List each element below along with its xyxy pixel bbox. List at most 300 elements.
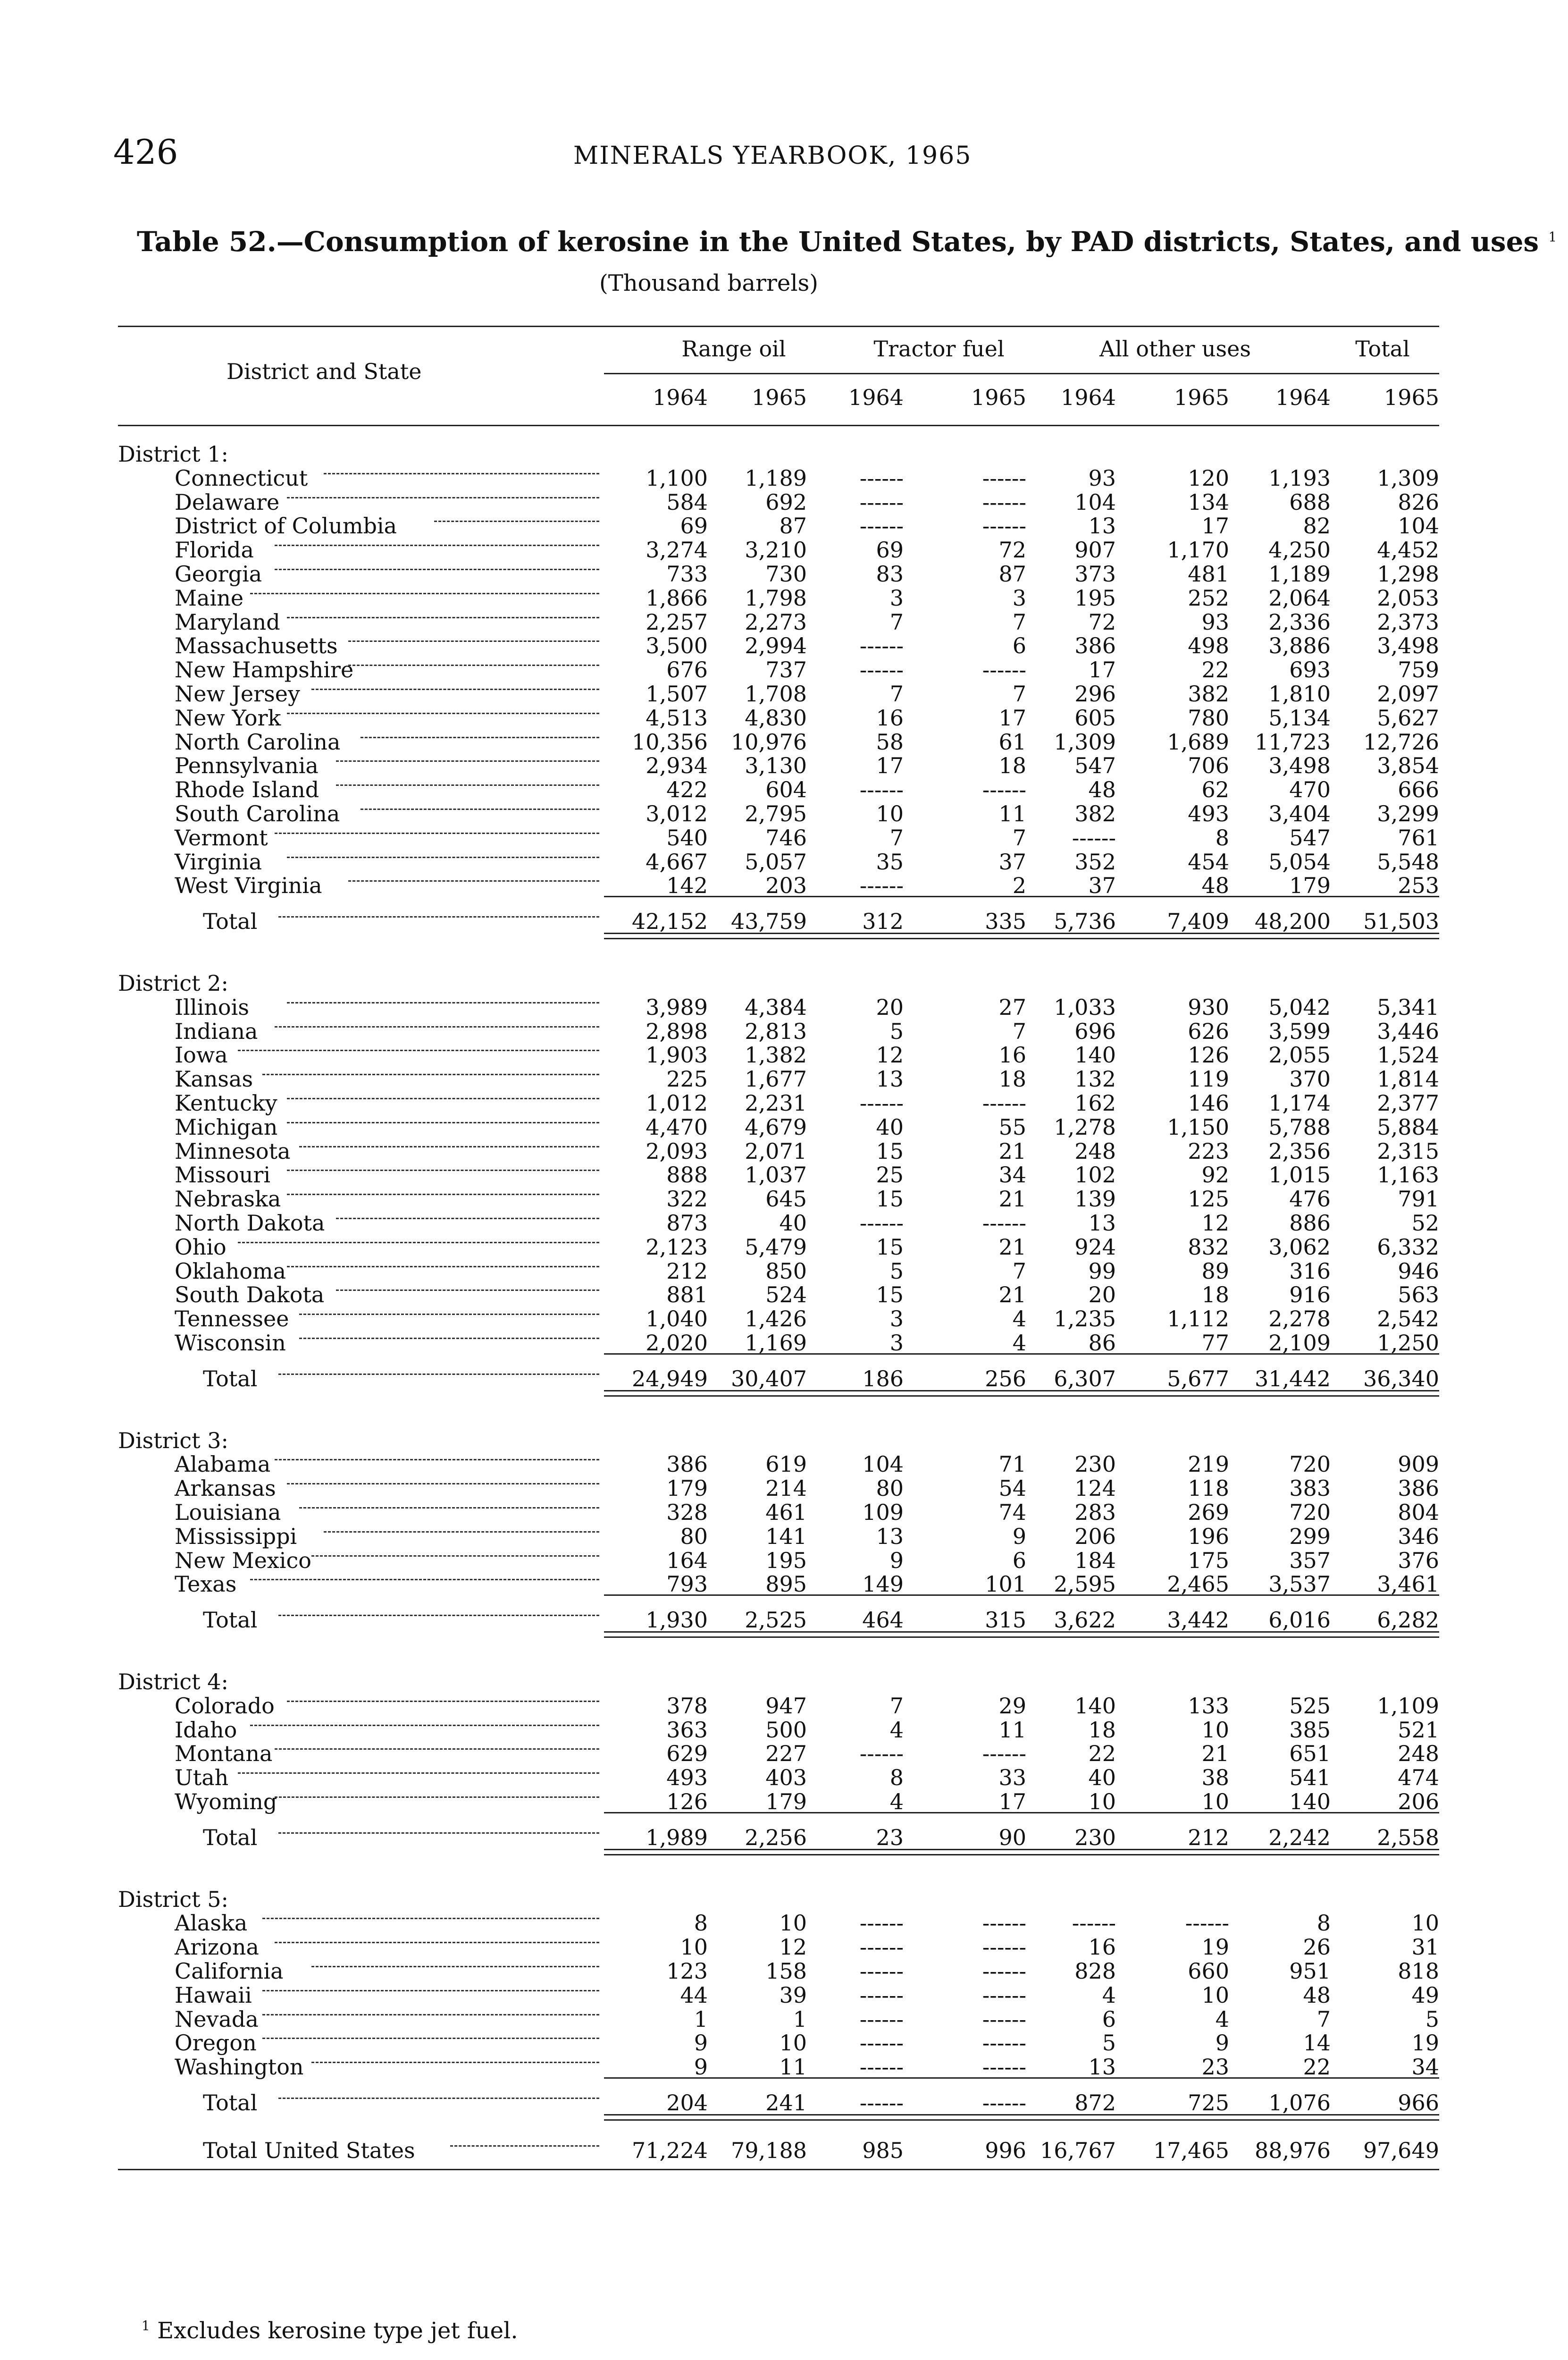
- value-cell: 4: [1102, 1982, 1116, 2008]
- value-cell: 37: [1088, 873, 1116, 899]
- value-cell: 720: [1289, 1451, 1331, 1477]
- value-cell: 14: [1303, 2030, 1331, 2056]
- total-label: Total United States: [203, 2137, 415, 2163]
- value-cell: 2: [1012, 873, 1026, 899]
- value-cell: 87: [779, 513, 807, 539]
- table-title-text: Table 52.—Consumption of kerosine in the United States, by PAD districts, States, and uses: [137, 226, 1539, 258]
- state-name: South Carolina: [175, 801, 340, 826]
- value-cell: 132: [1074, 1066, 1116, 1092]
- value-cell: 547: [1074, 753, 1116, 779]
- value-cell: 521: [1398, 1717, 1439, 1743]
- leader-dashes: [299, 1503, 599, 1509]
- value-cell: 5,788: [1268, 1114, 1331, 1140]
- state-name: New Jersey: [175, 681, 300, 707]
- value-cell: 5: [1102, 2030, 1116, 2056]
- value-cell: 18: [998, 1066, 1026, 1092]
- value-cell: 1,193: [1268, 465, 1331, 491]
- value-cell: 3: [889, 1330, 904, 1356]
- value-cell: 1,163: [1377, 1162, 1439, 1188]
- state-name: Florida: [175, 537, 254, 563]
- value-cell: 77: [1201, 1330, 1229, 1356]
- value-cell: 7,409: [1167, 909, 1229, 935]
- leader-dashes: [450, 2141, 599, 2147]
- value-cell: ------: [982, 1934, 1026, 1960]
- value-cell: ------: [982, 2030, 1026, 2056]
- value-cell: 164: [666, 1547, 708, 1573]
- state-name: Wyoming: [175, 1789, 277, 1814]
- value-cell: 660: [1188, 1958, 1229, 1984]
- value-cell: 476: [1289, 1186, 1331, 1212]
- value-cell: 4: [1215, 2006, 1229, 2032]
- value-cell: ------: [859, 2030, 904, 2056]
- value-cell: ------: [859, 2090, 904, 2116]
- value-cell: 4,513: [646, 705, 708, 731]
- value-cell: 17: [1088, 657, 1116, 683]
- value-cell: 19: [1411, 2030, 1439, 2056]
- value-cell: 39: [779, 1982, 807, 2008]
- value-cell: 15: [876, 1282, 904, 1308]
- value-cell: 604: [765, 777, 807, 803]
- value-cell: 186: [862, 1365, 904, 1391]
- page-number: 426: [113, 132, 178, 172]
- value-cell: 48: [1088, 777, 1116, 803]
- value-cell: 17,465: [1153, 2137, 1229, 2163]
- value-cell: 7: [1316, 2006, 1331, 2032]
- state-name: Texas: [175, 1571, 237, 1597]
- value-cell: 470: [1289, 777, 1331, 803]
- value-cell: 951: [1289, 1958, 1331, 1984]
- value-cell: ------: [859, 777, 904, 803]
- header-group: Total: [1355, 336, 1410, 362]
- value-cell: 90: [998, 1824, 1026, 1850]
- value-cell: 373: [1074, 561, 1116, 587]
- total-label: Total: [203, 1365, 258, 1391]
- value-cell: 9: [694, 2030, 708, 2056]
- value-cell: 225: [666, 1066, 708, 1092]
- value-cell: 48,200: [1255, 909, 1331, 935]
- value-cell: 37: [998, 849, 1026, 875]
- value-cell: 335: [985, 909, 1026, 935]
- value-cell: 13: [1088, 513, 1116, 539]
- leader-dashes: [287, 1479, 599, 1484]
- total-double-rule: [604, 1631, 1439, 1638]
- value-cell: 746: [765, 825, 807, 851]
- value-cell: 3,500: [646, 633, 708, 659]
- value-cell: 104: [1074, 489, 1116, 515]
- state-name: Indiana: [175, 1018, 258, 1044]
- leader-dashes: [287, 998, 599, 1003]
- value-cell: 626: [1188, 1018, 1229, 1044]
- value-cell: 36,340: [1363, 1365, 1439, 1391]
- leader-dashes: [262, 1070, 599, 1075]
- value-cell: 126: [666, 1789, 708, 1814]
- leader-dashes: [287, 1190, 599, 1195]
- value-cell: 13: [876, 1066, 904, 1092]
- total-label: Total: [203, 2090, 258, 2116]
- value-cell: 2,934: [646, 753, 708, 779]
- value-cell: 72: [1088, 609, 1116, 635]
- value-cell: ------: [982, 2090, 1026, 2116]
- value-cell: ------: [859, 633, 904, 659]
- value-cell: 4,384: [745, 994, 807, 1020]
- value-cell: 9: [1215, 2030, 1229, 2056]
- leader-dashes: [250, 589, 599, 594]
- running-head: MINERALS YEARBOOK, 1965: [573, 142, 972, 170]
- value-cell: 3,012: [646, 801, 708, 826]
- value-cell: 2,813: [745, 1018, 807, 1044]
- value-cell: 832: [1188, 1234, 1229, 1260]
- value-cell: 80: [876, 1475, 904, 1501]
- leader-dashes: [336, 1214, 599, 1219]
- value-cell: 42,152: [632, 909, 708, 935]
- value-cell: 2,097: [1377, 681, 1439, 707]
- leader-dashes: [262, 2010, 599, 2015]
- value-cell: 2,558: [1377, 1824, 1439, 1850]
- value-cell: 3,599: [1268, 1018, 1331, 1044]
- value-cell: 20: [876, 994, 904, 1020]
- value-cell: 97,649: [1363, 2137, 1439, 2163]
- value-cell: 24,949: [632, 1365, 708, 1391]
- value-cell: 3,989: [646, 994, 708, 1020]
- value-cell: 907: [1074, 537, 1116, 563]
- value-cell: 873: [666, 1210, 708, 1236]
- value-cell: 10: [779, 1910, 807, 1936]
- value-cell: 5: [1425, 2006, 1439, 2032]
- leader-dashes: [262, 1914, 599, 1919]
- value-cell: 120: [1188, 465, 1229, 491]
- value-cell: 8: [889, 1765, 904, 1791]
- value-cell: ------: [859, 1090, 904, 1116]
- leader-dashes: [336, 781, 599, 786]
- value-cell: 11: [779, 2054, 807, 2080]
- value-cell: 4: [1012, 1306, 1026, 1332]
- value-cell: 818: [1398, 1958, 1439, 1984]
- value-cell: 386: [1398, 1475, 1439, 1501]
- value-cell: 7: [1012, 825, 1026, 851]
- value-cell: 175: [1188, 1547, 1229, 1573]
- value-cell: 21: [1201, 1741, 1229, 1767]
- leader-dashes: [275, 1793, 599, 1798]
- value-cell: 5,479: [745, 1234, 807, 1260]
- value-cell: 5,134: [1268, 705, 1331, 731]
- leader-dashes: [278, 1829, 599, 1834]
- value-cell: 140: [1074, 1042, 1116, 1068]
- leader-dashes: [262, 2034, 599, 2039]
- leader-dashes: [275, 1455, 599, 1460]
- value-cell: 1,189: [1268, 561, 1331, 587]
- value-cell: 3,854: [1377, 753, 1439, 779]
- value-cell: 11: [998, 801, 1026, 826]
- value-cell: 124: [1074, 1475, 1116, 1501]
- value-cell: 3,446: [1377, 1018, 1439, 1044]
- value-cell: 15: [876, 1138, 904, 1164]
- value-cell: 881: [666, 1282, 708, 1308]
- value-cell: 206: [1074, 1523, 1116, 1549]
- table-bottom-rule: [118, 2169, 1439, 2170]
- value-cell: 996: [985, 2137, 1026, 2163]
- total-label: Total: [203, 1824, 258, 1850]
- value-cell: 86: [1088, 1330, 1116, 1356]
- value-cell: 3,274: [646, 537, 708, 563]
- value-cell: 651: [1289, 1741, 1331, 1767]
- state-name: Massachusetts: [175, 633, 338, 659]
- value-cell: 11: [998, 1717, 1026, 1743]
- leader-dashes: [287, 1094, 599, 1099]
- header-year: 1965: [751, 385, 807, 410]
- value-cell: 2,525: [745, 1607, 807, 1633]
- leader-dashes: [287, 1262, 599, 1267]
- value-cell: 69: [876, 537, 904, 563]
- header-top-rule: [118, 326, 1439, 327]
- district-heading: District 5:: [118, 1886, 229, 1912]
- value-cell: 5,677: [1167, 1365, 1229, 1391]
- header-year: 1965: [971, 385, 1026, 410]
- value-cell: 346: [1398, 1523, 1439, 1549]
- value-cell: 791: [1398, 1186, 1439, 1212]
- leader-dashes: [287, 493, 599, 498]
- value-cell: 79,188: [731, 2137, 807, 2163]
- kerosine-table: [118, 326, 1439, 2289]
- value-cell: 693: [1289, 657, 1331, 683]
- value-cell: ------: [1072, 825, 1116, 851]
- state-name: Maine: [175, 585, 244, 611]
- value-cell: 230: [1074, 1824, 1116, 1850]
- leader-dashes: [275, 1022, 599, 1028]
- value-cell: 21: [998, 1138, 1026, 1164]
- header-group: Range oil: [681, 336, 786, 362]
- value-cell: 474: [1398, 1765, 1439, 1791]
- value-cell: 403: [765, 1765, 807, 1791]
- value-cell: 780: [1188, 705, 1229, 731]
- value-cell: ------: [859, 1958, 904, 1984]
- value-cell: 18: [998, 753, 1026, 779]
- leader-dashes: [278, 1370, 599, 1375]
- state-name: Iowa: [175, 1042, 228, 1068]
- value-cell: 104: [862, 1451, 904, 1477]
- value-cell: 21: [998, 1234, 1026, 1260]
- value-cell: 296: [1074, 681, 1116, 707]
- value-cell: 62: [1201, 777, 1229, 803]
- value-cell: 142: [666, 873, 708, 899]
- state-name: North Carolina: [175, 729, 341, 755]
- leader-dashes: [287, 853, 599, 858]
- value-cell: 140: [1074, 1693, 1116, 1719]
- value-cell: 2,315: [1377, 1138, 1439, 1164]
- value-cell: 540: [666, 825, 708, 851]
- value-cell: 2,542: [1377, 1306, 1439, 1332]
- state-name: Missouri: [175, 1162, 271, 1188]
- value-cell: 1,708: [745, 681, 807, 707]
- district-heading: District 4:: [118, 1669, 229, 1694]
- value-cell: 916: [1289, 1282, 1331, 1308]
- value-cell: ------: [1185, 1910, 1229, 1936]
- value-cell: 3,498: [1377, 633, 1439, 659]
- value-cell: 1,677: [745, 1066, 807, 1092]
- value-cell: 230: [1074, 1451, 1116, 1477]
- leader-dashes: [250, 1575, 599, 1580]
- value-cell: 3: [889, 585, 904, 611]
- leader-dashes: [287, 1166, 599, 1171]
- value-cell: 2,055: [1268, 1042, 1331, 1068]
- value-cell: 5,884: [1377, 1114, 1439, 1140]
- value-cell: 2,373: [1377, 609, 1439, 635]
- value-cell: 1,235: [1054, 1306, 1116, 1332]
- state-name: Montana: [175, 1741, 273, 1767]
- value-cell: 29: [998, 1693, 1026, 1719]
- value-cell: 10: [1201, 1789, 1229, 1814]
- value-cell: 1,012: [646, 1090, 708, 1116]
- value-cell: 3: [889, 1306, 904, 1332]
- state-name: Maryland: [175, 609, 280, 635]
- value-cell: 2,377: [1377, 1090, 1439, 1116]
- state-name: Ohio: [175, 1234, 226, 1260]
- leader-dashes: [324, 469, 599, 474]
- value-cell: 82: [1303, 513, 1331, 539]
- state-name: Louisiana: [175, 1500, 281, 1525]
- leader-dashes: [287, 1118, 599, 1123]
- value-cell: 48: [1303, 1982, 1331, 2008]
- value-cell: 316: [1289, 1258, 1331, 1284]
- value-cell: ------: [859, 1910, 904, 1936]
- leader-dashes: [278, 1611, 599, 1616]
- value-cell: 493: [666, 1765, 708, 1791]
- state-name: New Mexico: [175, 1547, 311, 1573]
- value-cell: 19: [1201, 1934, 1229, 1960]
- value-cell: ------: [982, 489, 1026, 515]
- value-cell: 5,736: [1054, 909, 1116, 935]
- value-cell: 804: [1398, 1500, 1439, 1525]
- value-cell: 13: [1088, 2054, 1116, 2080]
- value-cell: 6: [1012, 633, 1026, 659]
- value-cell: 101: [985, 1571, 1026, 1597]
- value-cell: 2,231: [745, 1090, 807, 1116]
- value-cell: 22: [1088, 1741, 1116, 1767]
- value-cell: 888: [666, 1162, 708, 1188]
- value-cell: 1,100: [646, 465, 708, 491]
- value-cell: 104: [1398, 513, 1439, 539]
- value-cell: 1,033: [1054, 994, 1116, 1020]
- value-cell: 40: [1088, 1765, 1116, 1791]
- value-cell: ------: [859, 465, 904, 491]
- value-cell: 141: [765, 1523, 807, 1549]
- header-group: Tractor fuel: [873, 336, 1005, 362]
- state-name: Pennsylvania: [175, 753, 319, 779]
- value-cell: 92: [1201, 1162, 1229, 1188]
- value-cell: 422: [666, 777, 708, 803]
- value-cell: 5,054: [1268, 849, 1331, 875]
- value-cell: 5,548: [1377, 849, 1439, 875]
- value-cell: 5,627: [1377, 705, 1439, 731]
- value-cell: 6,016: [1268, 1607, 1331, 1633]
- state-name: Connecticut: [175, 465, 308, 491]
- value-cell: 924: [1074, 1234, 1116, 1260]
- district-heading: District 1:: [118, 441, 229, 467]
- value-cell: 4,452: [1377, 537, 1439, 563]
- value-cell: 139: [1074, 1186, 1116, 1212]
- value-cell: 12: [1201, 1210, 1229, 1236]
- state-name: Utah: [175, 1765, 229, 1791]
- state-name: Nevada: [175, 2006, 259, 2032]
- leader-dashes: [348, 877, 599, 882]
- value-cell: 203: [765, 873, 807, 899]
- state-name: North Dakota: [175, 1210, 325, 1236]
- value-cell: 9: [694, 2054, 708, 2080]
- value-cell: 2,595: [1054, 1571, 1116, 1597]
- value-cell: 10: [779, 2030, 807, 2056]
- value-cell: 3,210: [745, 537, 807, 563]
- value-cell: 2,256: [745, 1824, 807, 1850]
- value-cell: 13: [1088, 1210, 1116, 1236]
- value-cell: 34: [998, 1162, 1026, 1188]
- value-cell: 1,150: [1167, 1114, 1229, 1140]
- state-name: Tennessee: [175, 1306, 289, 1332]
- value-cell: 10: [680, 1934, 708, 1960]
- value-cell: 666: [1398, 777, 1439, 803]
- value-cell: 1,037: [745, 1162, 807, 1188]
- header-year: 1964: [1060, 385, 1116, 410]
- value-cell: 2,898: [646, 1018, 708, 1044]
- value-cell: 212: [666, 1258, 708, 1284]
- value-cell: 4,250: [1268, 537, 1331, 563]
- value-cell: 10: [1411, 1910, 1439, 1936]
- value-cell: 11,723: [1255, 729, 1331, 755]
- leader-dashes: [287, 613, 599, 618]
- leader-dashes: [311, 685, 599, 690]
- title-footnote-mark: 1: [1548, 229, 1557, 245]
- leader-dashes: [262, 1986, 599, 1991]
- state-name: Georgia: [175, 561, 262, 587]
- value-cell: 328: [666, 1500, 708, 1525]
- value-cell: 1,903: [646, 1042, 708, 1068]
- value-cell: 9: [1012, 1523, 1026, 1549]
- value-cell: 1,250: [1377, 1330, 1439, 1356]
- value-cell: 2,242: [1268, 1824, 1331, 1850]
- value-cell: 44: [680, 1982, 708, 2008]
- value-cell: 23: [876, 1824, 904, 1850]
- value-cell: 720: [1289, 1500, 1331, 1525]
- state-name: South Dakota: [175, 1282, 325, 1308]
- value-cell: 1,076: [1268, 2090, 1331, 2116]
- state-name: West Virginia: [175, 873, 322, 899]
- value-cell: ------: [1072, 1910, 1116, 1936]
- header-year: 1965: [1384, 385, 1439, 410]
- value-cell: 386: [666, 1451, 708, 1477]
- header-group: All other uses: [1099, 336, 1251, 362]
- value-cell: 2,336: [1268, 609, 1331, 635]
- value-cell: 1,112: [1167, 1306, 1229, 1332]
- value-cell: 3,461: [1377, 1571, 1439, 1597]
- value-cell: 619: [765, 1451, 807, 1477]
- total-rule: [604, 1353, 1439, 1355]
- value-cell: 72: [998, 537, 1026, 563]
- table-subtitle: (Thousand barrels): [599, 270, 818, 296]
- value-cell: ------: [859, 657, 904, 683]
- leader-dashes: [275, 565, 599, 570]
- value-cell: 1,109: [1377, 1693, 1439, 1719]
- value-cell: 500: [765, 1717, 807, 1743]
- leader-dashes: [311, 2058, 599, 2063]
- value-cell: 584: [666, 489, 708, 515]
- value-cell: 93: [1201, 609, 1229, 635]
- value-cell: 119: [1188, 1066, 1229, 1092]
- value-cell: 184: [1074, 1547, 1116, 1573]
- value-cell: 1,798: [745, 585, 807, 611]
- value-cell: 357: [1289, 1547, 1331, 1573]
- state-name: Oregon: [175, 2030, 257, 2056]
- value-cell: 31: [1411, 1934, 1439, 1960]
- value-cell: 1,930: [646, 1607, 708, 1633]
- value-cell: 9: [889, 1547, 904, 1573]
